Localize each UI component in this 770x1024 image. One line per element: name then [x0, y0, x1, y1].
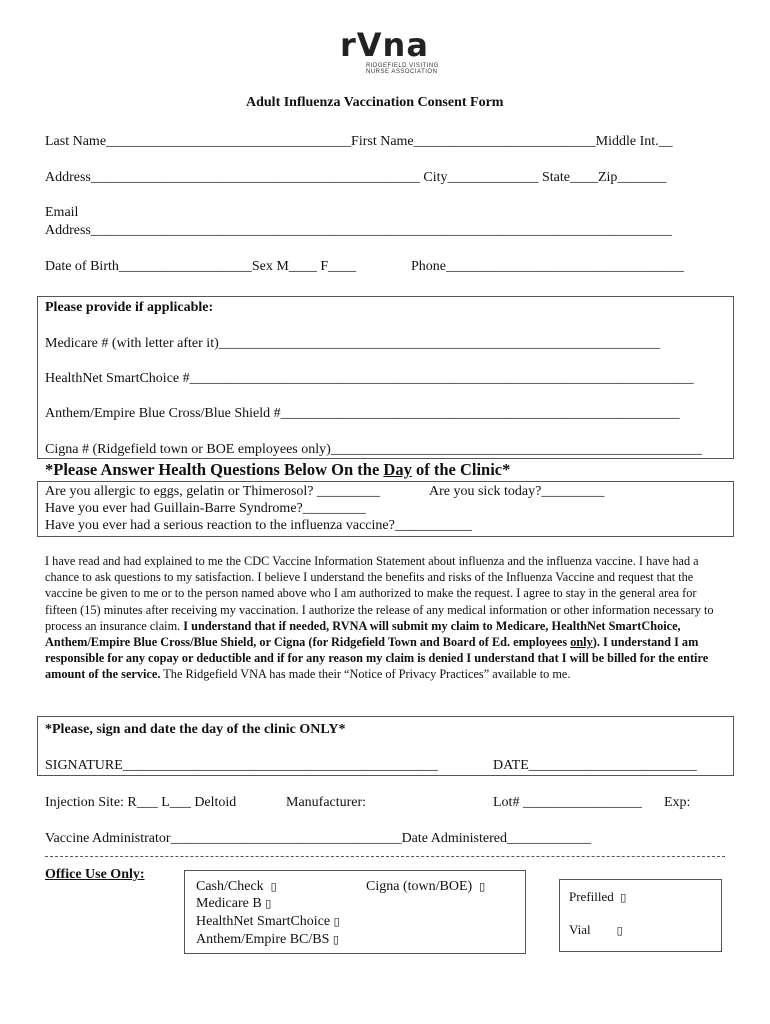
exp-field[interactable]: Exp:: [664, 795, 691, 810]
signature-header: *Please, sign and date the day of the clinic ONLY*: [45, 722, 346, 737]
cigna-field[interactable]: Cigna # (Ridgefield town or BOE employees only)_____________________________________________________: [45, 442, 702, 457]
question-allergy[interactable]: Are you allergic to eggs, gelatin or Thimerosol? _________: [45, 484, 381, 499]
injection-site-field[interactable]: Injection Site: R___ L___ Deltoid: [45, 795, 237, 810]
cash-check-label: Cash/Check: [196, 879, 264, 894]
logo-tagline-line2: NURSE ASSOCIATION: [366, 69, 438, 75]
healthnet-field[interactable]: HealthNet SmartChoice #________________________________________________________________________: [45, 371, 694, 386]
cigna-option[interactable]: [366, 879, 485, 895]
medicare-b-label: Medicare B: [196, 896, 262, 911]
office-use-label: Office Use Only:: [45, 867, 145, 882]
checkbox-icon[interactable]: ▯: [620, 891, 627, 904]
logo-tagline: [366, 63, 439, 75]
healthnet-label: HealthNet SmartChoice: [196, 914, 331, 929]
name-fields[interactable]: Last Name___________________________________First Name__________________________Middle Int.__: [45, 134, 673, 149]
office-divider: [45, 856, 725, 857]
question-guillain-barre[interactable]: Have you ever had Guillain-Barre Syndrome?_________: [45, 501, 366, 516]
consent-bold-only: only: [570, 635, 593, 650]
checkbox-icon[interactable]: ▯: [479, 880, 486, 893]
signature-field[interactable]: SIGNATURE_____________________________________________: [45, 758, 438, 773]
lot-field[interactable]: Lot# _________________: [493, 795, 642, 810]
health-heading-pre: *Please Answer Health Questions Below On the: [45, 460, 384, 479]
logo-wordmark: rVna: [340, 26, 429, 64]
manufacturer-field[interactable]: Manufacturer:: [286, 795, 367, 810]
date-field[interactable]: DATE________________________: [493, 758, 697, 773]
health-heading: [45, 460, 510, 480]
phone-field[interactable]: Phone__________________________________: [411, 259, 684, 274]
health-heading-day: Day: [383, 460, 412, 479]
cigna-label: Cigna (town/BOE): [366, 879, 473, 894]
vial-option[interactable]: [569, 922, 623, 938]
checkbox-icon[interactable]: ▯: [616, 924, 623, 937]
form-title: Adult Influenza Vaccination Consent Form: [246, 95, 504, 110]
vial-label: Vial: [569, 922, 591, 937]
email-field[interactable]: Address___________________________________________________________________________________: [45, 223, 672, 238]
consent-bold-2: ). I understand I am responsible for any copay or deductible and if for any reason my claim is denied I understand that I will be billed for the entire amount of the service.: [45, 635, 709, 682]
dob-sex-fields[interactable]: Date of Birth___________________Sex M____ F____: [45, 259, 357, 274]
consent-bold-1: I understand that if needed, RVNA will submit my claim to Medicare, HealthNet SmartChoice, Anthem/Empire Blue Cross/Blue Shield, or Cigna (for Ridgefield Town and Board of Ed. employees: [45, 618, 681, 650]
logo-tagline-line1: RIDGEFIELD VISITING: [366, 63, 439, 69]
checkbox-icon[interactable]: ▯: [265, 897, 272, 910]
checkbox-icon[interactable]: ▯: [332, 933, 339, 946]
health-heading-post: of the Clinic*: [411, 460, 511, 479]
insurance-header: Please provide if applicable:: [45, 300, 214, 315]
anthem-option[interactable]: [196, 932, 339, 948]
question-sick[interactable]: Are you sick today?_________: [429, 484, 605, 499]
checkbox-icon[interactable]: ▯: [333, 915, 340, 928]
anthem-label: Anthem/Empire BC/BS: [196, 932, 330, 947]
consent-paragraph: [45, 553, 731, 683]
email-label: Email: [45, 205, 79, 220]
consent-text-1: I have read and had explained to me the CDC Vaccine Information Statement about influenza and the influenza vaccine. I have had a chance to ask questions to my satisfaction. I believe I understand the benefits and risks of the Influenza Vaccine and request that the vaccine be given to me or to the person named above who I am authorized to make the request. I agree to stay in the general area for fifteen (15) minutes after receiving my vaccination. I authorize the release of any medical information or other information necessary to process an insurance claim.: [45, 554, 714, 633]
prefilled-label: Prefilled: [569, 889, 614, 904]
medicare-field[interactable]: Medicare # (with letter after it)_______________________________________________________________: [45, 336, 660, 351]
healthnet-option[interactable]: [196, 914, 340, 930]
checkbox-icon[interactable]: ▯: [270, 880, 277, 893]
consent-text-2: The Ridgefield VNA has made their “Notice of Privacy Practices” available to me.: [160, 667, 571, 682]
administrator-field[interactable]: Vaccine Administrator_________________________________Date Administered____________: [45, 831, 591, 846]
question-reaction[interactable]: Have you ever had a serious reaction to the influenza vaccine?___________: [45, 518, 472, 533]
prefilled-option[interactable]: [569, 889, 626, 905]
address-fields[interactable]: Address_______________________________________________ City_____________ State____Zip_______: [45, 170, 667, 185]
anthem-field[interactable]: Anthem/Empire Blue Cross/Blue Shield #_________________________________________________________: [45, 406, 680, 421]
rvna-logo: [340, 26, 440, 76]
cash-check-option[interactable]: [196, 879, 277, 895]
medicare-b-option[interactable]: [196, 896, 271, 912]
